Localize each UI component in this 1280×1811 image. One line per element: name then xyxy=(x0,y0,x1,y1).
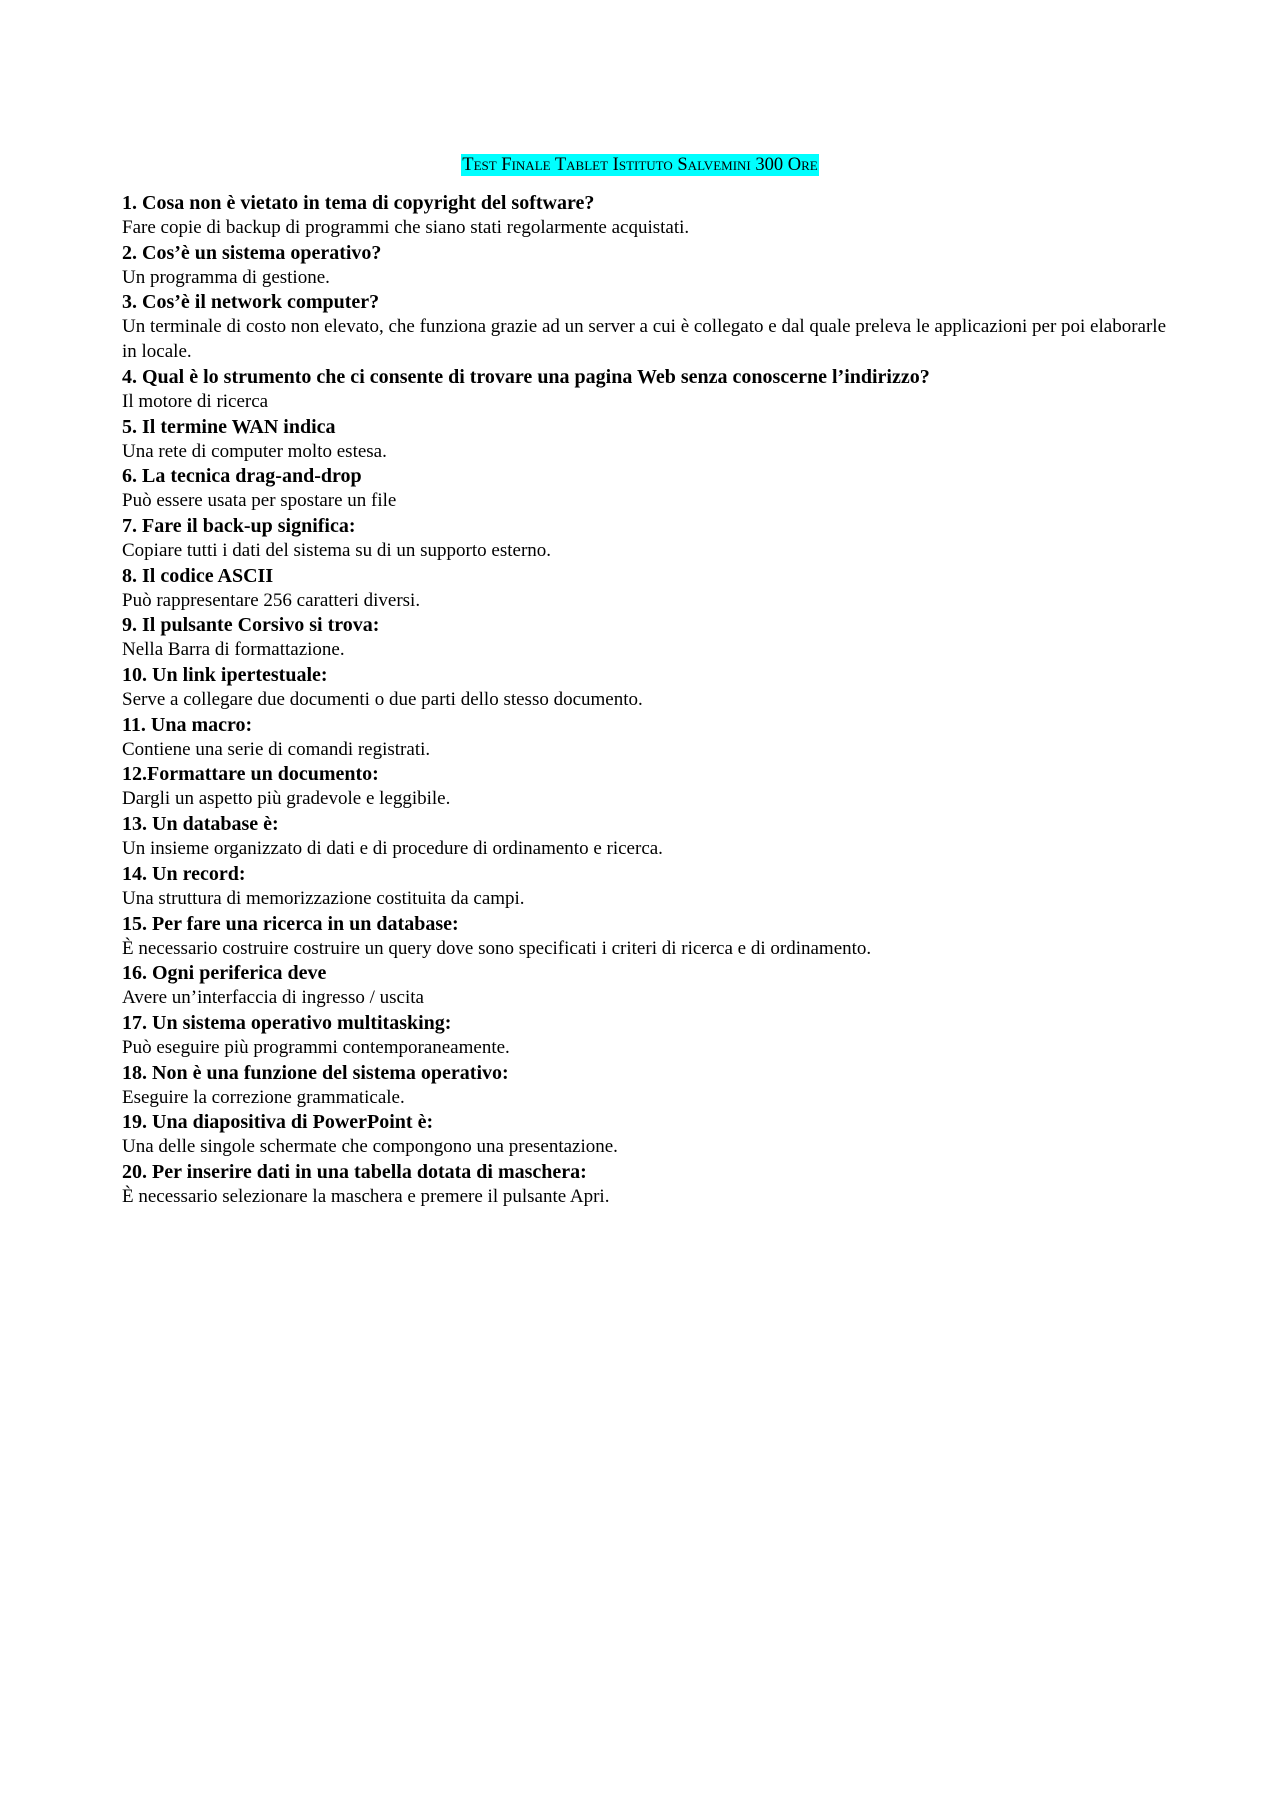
document-title: Test Finale Tablet Istituto Salvemini 300 Ore xyxy=(462,155,818,175)
answer-text: Copiare tutti i dati del sistema su di un supporto esterno. xyxy=(122,539,552,561)
question-text: 8. Il codice ASCII xyxy=(122,564,274,587)
qa-item xyxy=(122,762,1182,812)
question-text: 3. Cos’è il network computer? xyxy=(122,291,380,314)
answer-text: Un terminale di costo non elevato, che funziona grazie ad un server a cui è collegato e dal quale preleva le applicazioni per poi elaborarle in locale. xyxy=(122,316,1166,363)
qa-item xyxy=(122,241,1182,291)
qa-item xyxy=(122,1160,1182,1210)
title-container xyxy=(0,154,1280,176)
answer-text: Fare copie di backup di programmi che siano stati regolarmente acquistati. xyxy=(122,217,690,238)
question-text: 14. Un record: xyxy=(122,862,246,885)
question-text: 4. Qual è lo strumento che ci consente di trovare una pagina Web senza conoscerne l’indirizzo? xyxy=(122,365,930,388)
qa-item xyxy=(122,613,1182,663)
question-text: 10. Un link ipertestuale: xyxy=(122,664,328,687)
qa-item xyxy=(122,1061,1182,1111)
question-text: 19. Una diapositiva di PowerPoint è: xyxy=(122,1111,434,1134)
qa-item xyxy=(122,564,1182,614)
answer-text: Un programma di gestione. xyxy=(122,266,330,288)
question-text: 7. Fare il back-up significa: xyxy=(122,514,356,537)
answer-text: Eseguire la correzione grammaticale. xyxy=(122,1086,405,1108)
qa-item xyxy=(122,1110,1182,1160)
answer-text: Può essere usata per spostare un file xyxy=(122,490,397,512)
qa-item xyxy=(122,912,1182,962)
answer-text: È necessario selezionare la maschera e premere il pulsante Apri. xyxy=(122,1186,610,1208)
answer-text: Una struttura di memorizzazione costituita da campi. xyxy=(122,887,525,909)
question-text: 20. Per inserire dati in una tabella dotata di maschera: xyxy=(122,1161,587,1184)
qa-item xyxy=(122,365,1182,415)
answer-text: Un insieme organizzato di dati e di procedure di ordinamento e ricerca. xyxy=(122,838,663,860)
qa-item xyxy=(122,1011,1182,1061)
qa-item xyxy=(122,812,1182,862)
question-text: 12.Formattare un documento: xyxy=(122,763,379,786)
qa-item xyxy=(122,415,1182,465)
answer-text: Nella Barra di formattazione. xyxy=(122,639,345,661)
answer-text: Può eseguire più programmi contemporaneamente. xyxy=(122,1036,510,1058)
answer-text: Serve a collegare due documenti o due parti dello stesso documento. xyxy=(122,689,643,711)
qa-item xyxy=(122,514,1182,564)
question-text: 17. Un sistema operativo multitasking: xyxy=(122,1011,452,1034)
question-text: 15. Per fare una ricerca in un database: xyxy=(122,912,459,935)
answer-text: Può rappresentare 256 caratteri diversi. xyxy=(122,589,421,611)
question-text: 2. Cos’è un sistema operativo? xyxy=(122,241,382,264)
question-text: 1. Cosa non è vietato in tema di copyright del software? xyxy=(122,192,595,214)
answer-text: Dargli un aspetto più gradevole e leggibile. xyxy=(122,788,451,810)
question-list xyxy=(122,191,1182,1210)
answer-text: È necessario costruire costruire un query dove sono specificati i criteri di ricerca e di ordinamento. xyxy=(122,937,872,959)
qa-item xyxy=(122,862,1182,912)
answer-text: Una rete di computer molto estesa. xyxy=(122,440,387,462)
qa-item xyxy=(122,290,1182,364)
question-text: 6. La tecnica drag-and-drop xyxy=(122,465,362,488)
qa-item xyxy=(122,713,1182,763)
question-text: 11. Una macro: xyxy=(122,713,253,736)
question-text: 16. Ogni periferica deve xyxy=(122,962,327,985)
qa-item xyxy=(122,961,1182,1011)
qa-item xyxy=(122,191,1182,241)
qa-item xyxy=(122,663,1182,713)
answer-text: Una delle singole schermate che compongono una presentazione. xyxy=(122,1136,618,1158)
answer-text: Contiene una serie di comandi registrati. xyxy=(122,738,431,760)
answer-text: Avere un’interfaccia di ingresso / uscita xyxy=(122,987,424,1009)
question-text: 13. Un database è: xyxy=(122,813,279,836)
qa-item xyxy=(122,464,1182,514)
answer-text: Il motore di ricerca xyxy=(122,390,269,412)
question-text: 5. Il termine WAN indica xyxy=(122,415,336,438)
question-text: 9. Il pulsante Corsivo si trova: xyxy=(122,614,380,637)
question-text: 18. Non è una funzione del sistema operativo: xyxy=(122,1061,509,1084)
